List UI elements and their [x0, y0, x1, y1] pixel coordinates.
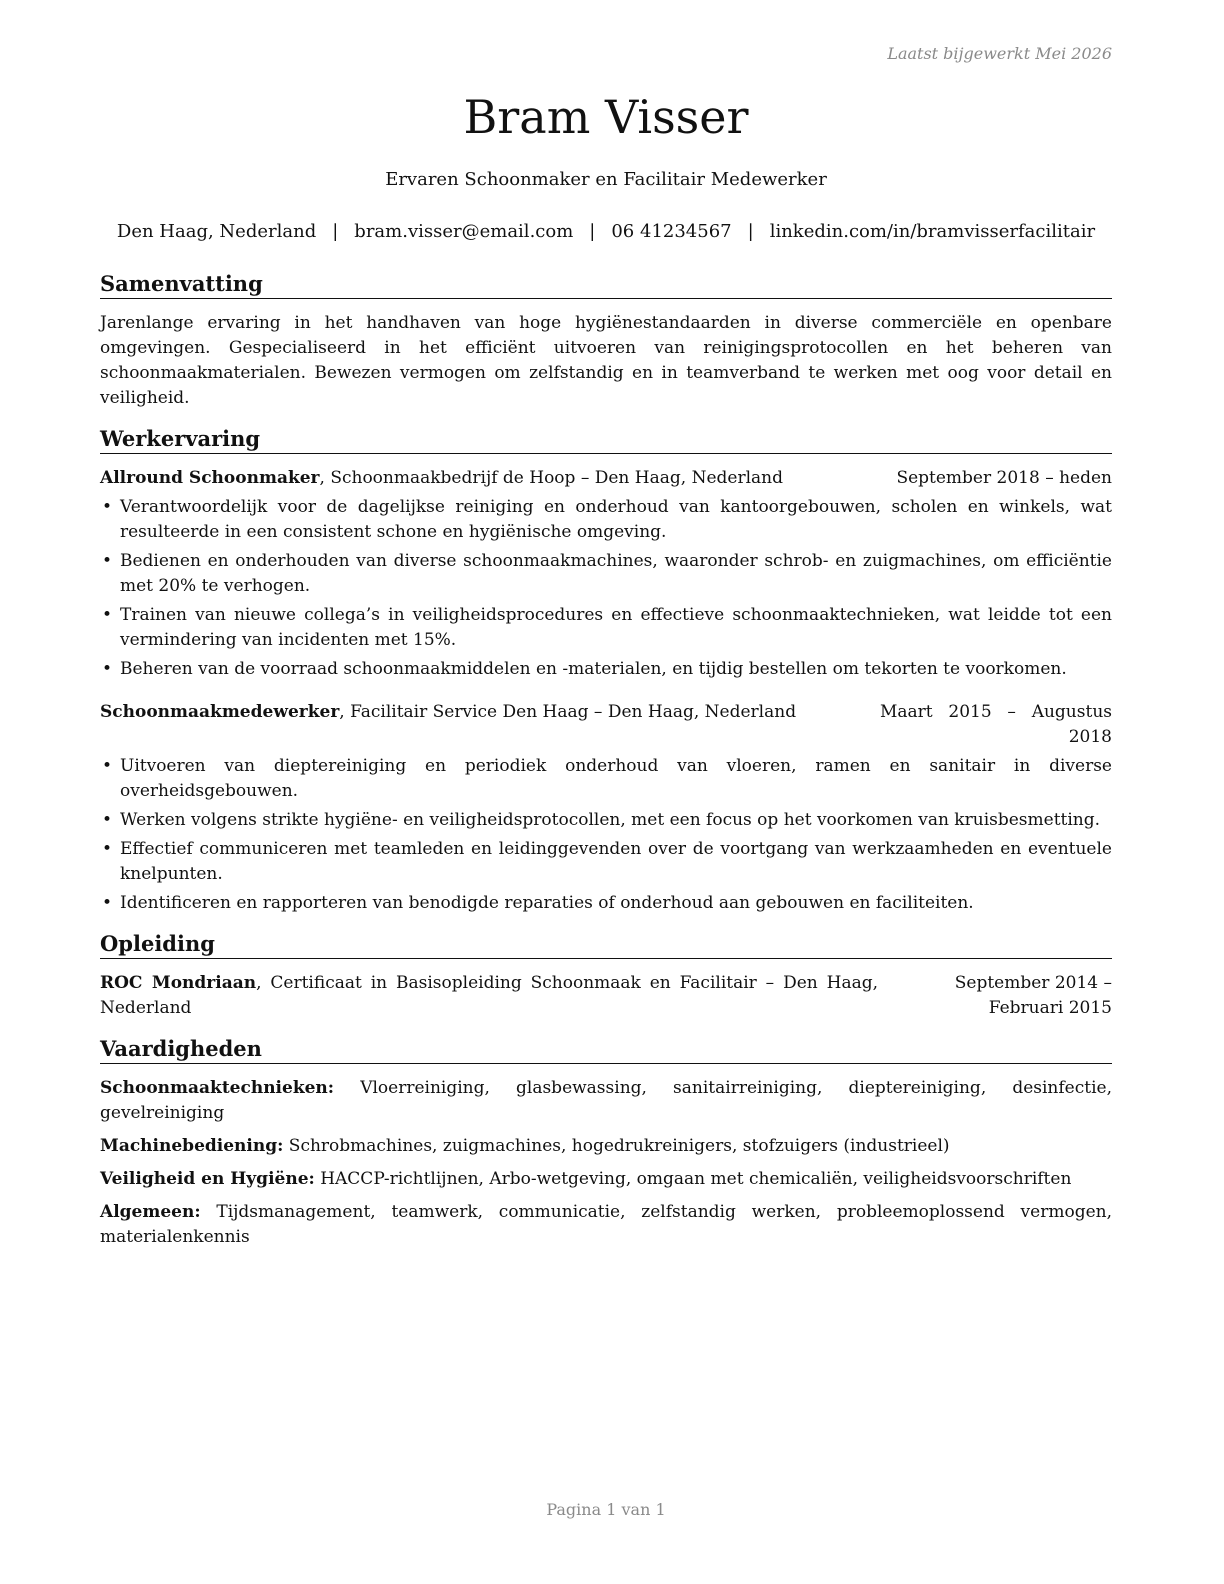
- bullet-text: Werken volgens strikte hygiëne- en veiligheidsprotocollen, met een focus op het voorkomen van kruisbesmetting.: [120, 810, 1101, 830]
- job-header: [100, 466, 1112, 491]
- job-bullets: [100, 754, 1112, 916]
- list-item: [100, 657, 1112, 682]
- bullet-icon: •: [102, 810, 113, 830]
- education-program: , Certificaat in Basisopleiding Schoonmaak en Facilitair – Den Haag, Nederland: [100, 973, 878, 1018]
- section-title-experience: Werkervaring: [100, 425, 1112, 454]
- bullet-icon: •: [102, 605, 113, 625]
- skill-value: HACCP-richtlijnen, Arbo-wetgeving, omgaan met chemicaliën, veiligheidsvoorschriften: [314, 1169, 1072, 1189]
- bullet-text: Trainen van nieuwe collega’s in veiligheidsprocedures en effectieve schoonmaaktechnieken, wat leidde tot een vermindering van incidenten met 15%.: [120, 605, 1112, 650]
- skill-label: Machinebediening:: [100, 1136, 284, 1156]
- bullet-icon: •: [102, 893, 113, 913]
- page-number: Pagina 1 van 1: [546, 1500, 666, 1519]
- bullet-icon: •: [102, 839, 113, 859]
- job-company: , Schoonmaakbedrijf de Hoop – Den Haag, Nederland: [319, 468, 783, 488]
- skill-row: [100, 1076, 1112, 1126]
- bullet-text: Identificeren en rapporteren van benodigde reparaties of onderhoud aan gebouwen en faciliteiten.: [120, 893, 974, 913]
- skill-row: [100, 1134, 1112, 1159]
- contact-separator: |: [332, 221, 339, 242]
- education-school: ROC Mondriaan: [100, 973, 257, 993]
- contact-location: Den Haag, Nederland: [116, 221, 317, 242]
- skill-label: Algemeen:: [100, 1202, 201, 1222]
- section-title-skills: Vaardigheden: [100, 1035, 1112, 1064]
- skill-label: Schoonmaaktechnieken:: [100, 1078, 335, 1098]
- summary-section: [100, 270, 1112, 411]
- job-entry: [100, 700, 1112, 916]
- job-role: Schoonmaakmedewerker: [100, 702, 340, 722]
- contact-linkedin[interactable]: linkedin.com/in/bramvisserfacilitair: [769, 221, 1096, 242]
- bullet-text: Verantwoordelijk voor de dagelijkse reiniging en onderhoud van kantoorgebouwen, scholen en winkels, wat resulteerde in een consistent schone en hygiënische omgeving.: [120, 497, 1112, 542]
- bullet-text: Effectief communiceren met teamleden en leidinggevenden over de voortgang van werkzaamheden en eventuele knelpunten.: [120, 839, 1112, 884]
- job-role: Allround Schoonmaker: [100, 468, 320, 488]
- contact-separator: |: [589, 221, 596, 242]
- list-item: [100, 808, 1112, 833]
- bullet-text: Bedienen en onderhouden van diverse schoonmaakmachines, waaronder schrob- en zuigmachines, om efficiëntie met 20% te verhogen.: [120, 551, 1112, 596]
- section-title-education: Opleiding: [100, 930, 1112, 959]
- headline: Ervaren Schoonmaker en Facilitair Medewerker: [385, 169, 827, 190]
- bullet-icon: •: [102, 659, 113, 679]
- bullet-icon: •: [102, 551, 113, 571]
- skill-value: Schrobmachines, zuigmachines, hogedrukreinigers, stofzuigers (industrieel): [283, 1136, 950, 1156]
- contact-line: [100, 220, 1112, 244]
- list-item: [100, 603, 1112, 653]
- job-entry: [100, 466, 1112, 682]
- candidate-name: Bram Visser: [463, 90, 749, 144]
- list-item: [100, 495, 1112, 545]
- list-item: [100, 549, 1112, 599]
- bullet-text: Beheren van de voorraad schoonmaakmiddelen en -materialen, en tijdig bestellen om tekorten te voorkomen.: [120, 659, 1067, 679]
- list-item: [100, 754, 1112, 804]
- resume-body: [100, 270, 1112, 1264]
- summary-text: Jarenlange ervaring in het handhaven van hoge hygiënestandaarden in diverse commerciële en openbare omgevingen. Gespecialiseerd in het efficiënt uitvoeren van reinigingsprotocollen en het beheren van schoonmaakmaterialen. Bewezen vermogen om zelfstandig en in teamverband te werken met oog voor detail en veiligheid.: [100, 313, 1112, 408]
- contact-separator: |: [747, 221, 754, 242]
- contact-email[interactable]: bram.visser@email.com: [354, 221, 574, 242]
- last-updated: Laatst bijgewerkt Mei 2026: [887, 44, 1112, 63]
- education-dates: September 2014 – Februari 2015: [954, 973, 1112, 1018]
- skills-section: [100, 1035, 1112, 1250]
- education-section: [100, 930, 1112, 1021]
- section-title-summary: Samenvatting: [100, 270, 1112, 299]
- skill-row: [100, 1167, 1112, 1192]
- skill-value: Vloerreiniging, glasbewassing, sanitairreiniging, dieptereiniging, desinfectie, gevelreiniging: [100, 1078, 1112, 1123]
- list-item: [100, 837, 1112, 887]
- job-bullets: [100, 495, 1112, 682]
- experience-section: [100, 425, 1112, 916]
- skill-value: Tijdsmanagement, teamwerk, communicatie, zelfstandig werken, probleemoplossend vermogen, materialenkennis: [100, 1202, 1112, 1247]
- job-header: [100, 700, 1112, 750]
- resume-page: [100, 0, 1112, 1584]
- bullet-text: Uitvoeren van dieptereiniging en periodiek onderhoud van vloeren, ramen en sanitair in diverse overheidsgebouwen.: [120, 756, 1112, 801]
- job-dates: Maart 2015 – Augustus 2018: [880, 702, 1112, 747]
- list-item: [100, 891, 1112, 916]
- contact-phone: 06 41234567: [611, 221, 732, 242]
- job-dates: September 2018 – heden: [896, 468, 1112, 488]
- job-company: , Facilitair Service Den Haag – Den Haag, Nederland: [339, 702, 797, 722]
- skill-label: Veiligheid en Hygiëne:: [100, 1169, 315, 1189]
- bullet-icon: •: [102, 497, 113, 517]
- education-entry: [100, 971, 1112, 1021]
- bullet-icon: •: [102, 756, 113, 776]
- skill-row: [100, 1200, 1112, 1250]
